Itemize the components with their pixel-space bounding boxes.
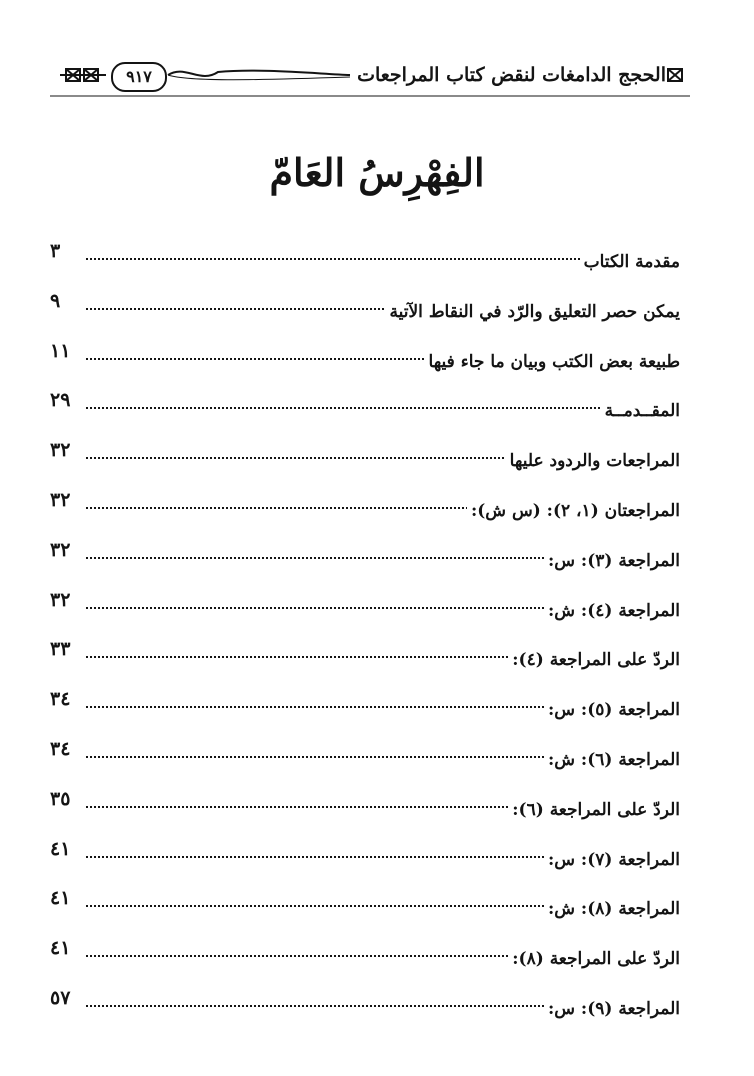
toc-entry	[50, 535, 680, 585]
toc-page-number: ٤١	[50, 937, 71, 960]
toc-entry-title: الردّ على المراجعة (٨):	[508, 949, 680, 969]
toc-entry-title: المراجعات والردود عليها	[506, 451, 680, 471]
toc-page-number: ٣٤	[50, 688, 71, 711]
toc-page-number: ٣٢	[50, 538, 71, 561]
toc-entry	[50, 585, 680, 635]
toc-entry-title: المراجعة (٣): س:	[544, 551, 680, 571]
table-of-contents	[50, 236, 680, 1033]
toc-entry	[50, 734, 680, 784]
toc-entry-title: المراجعة (٩): س:	[544, 999, 680, 1019]
toc-page-number: ٣٥	[50, 787, 71, 810]
toc-entry	[50, 385, 680, 435]
toc-entry	[50, 983, 680, 1033]
toc-entry-title: المقــدمــة	[601, 401, 680, 421]
toc-page-number: ٣	[50, 240, 61, 262]
toc-entry	[50, 684, 680, 734]
toc-entry-title: المراجعة (٧): س:	[544, 850, 680, 870]
toc-page-number: ٣٣	[50, 638, 71, 661]
toc-entry-title: يمكن حصر التعليق والرّد في النقاط الآتية	[386, 302, 681, 322]
page-title: الفِهْرِسُ العَامّ	[269, 150, 485, 195]
toc-page-number: ٤١	[50, 837, 71, 860]
toc-entry	[50, 286, 680, 336]
toc-entry-title: المراجعة (٤): ش:	[544, 601, 680, 621]
toc-page-number: ١١	[50, 339, 71, 362]
toc-entry-title: الردّ على المراجعة (٤):	[508, 650, 680, 670]
toc-page-number: ٣٢	[50, 588, 71, 611]
page-number: ٩١٧	[111, 62, 167, 92]
running-header	[0, 50, 754, 100]
toc-page-number: ٣٤	[50, 737, 71, 760]
toc-entry-title: المراجعة (٨): ش:	[544, 899, 680, 919]
toc-entry	[50, 933, 680, 983]
toc-entry	[50, 336, 680, 386]
toc-entry-title: المراجعة (٦): ش:	[544, 750, 680, 770]
toc-entry-title: طبيعة بعض الكتب وبيان ما جاء فيها	[425, 352, 680, 372]
toc-page-number: ٥٧	[50, 986, 71, 1009]
toc-entry	[50, 784, 680, 834]
toc-entry	[50, 834, 680, 884]
toc-entry-title: مقدمة الكتاب	[580, 252, 680, 272]
toc-entry-title: المراجعة (٥): س:	[544, 700, 680, 720]
toc-entry	[50, 485, 680, 535]
toc-page-number: ٩	[50, 289, 61, 312]
toc-page-number: ٤١	[50, 887, 71, 910]
toc-page-number: ٣٢	[50, 488, 71, 511]
toc-entry	[50, 435, 680, 485]
toc-entry-title: المراجعتان (١، ٢): (س ش):	[467, 501, 680, 521]
running-title: الحجج الدامغات لنقض كتاب المراجعات	[357, 64, 666, 86]
toc-page-number: ٣٢	[50, 439, 71, 462]
toc-entry	[50, 236, 680, 286]
dot-leader	[86, 407, 680, 409]
toc-entry-title: الردّ على المراجعة (٦):	[508, 800, 680, 820]
toc-page-number: ٢٩	[50, 389, 71, 412]
toc-entry	[50, 634, 680, 684]
toc-entry	[50, 883, 680, 933]
